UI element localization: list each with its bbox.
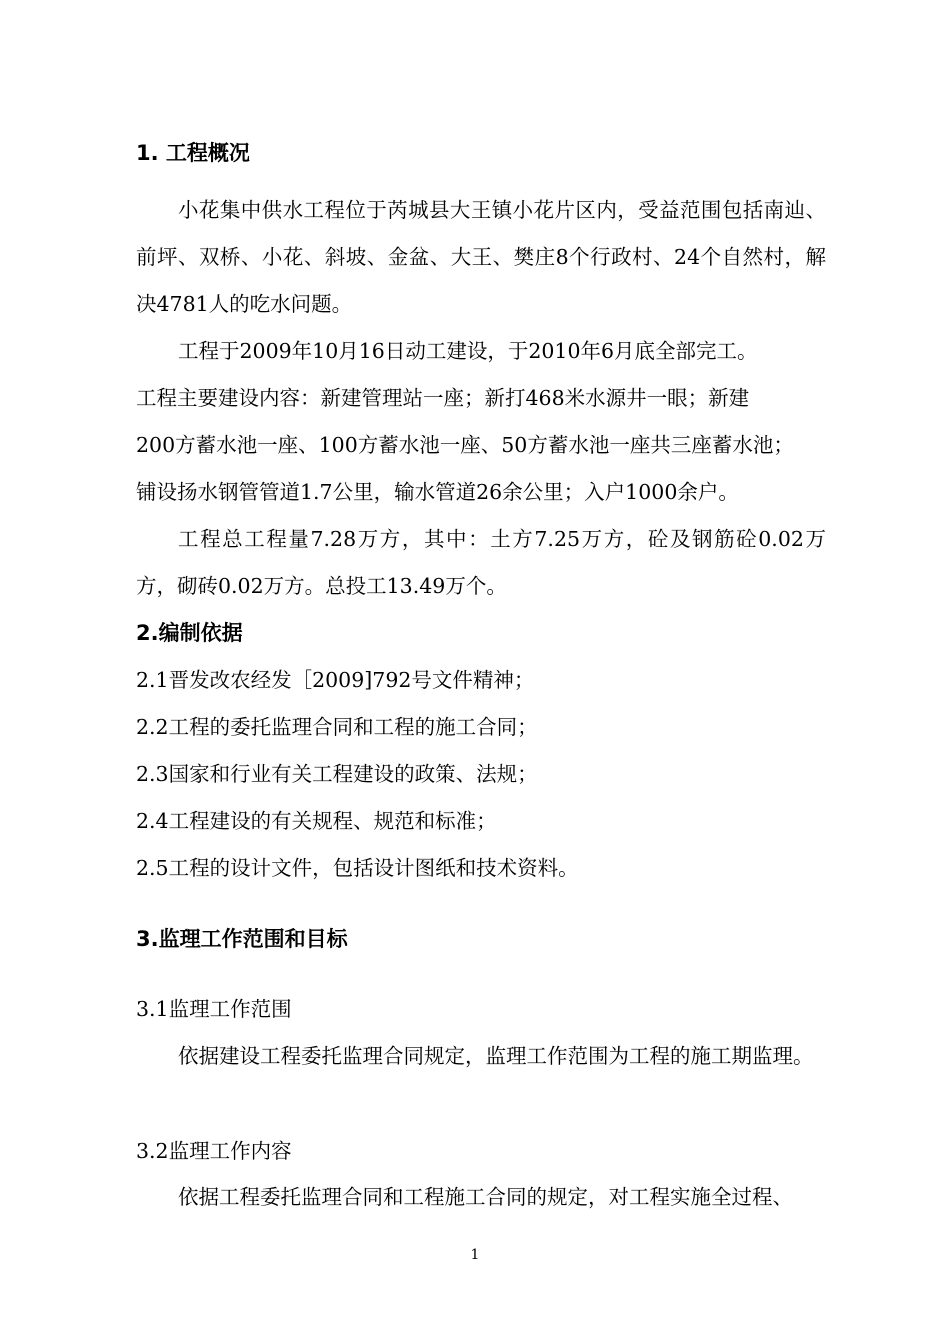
basis-item-2-5: 2.5工程的设计文件，包括设计图纸和技术资料。	[136, 856, 579, 880]
section1-paragraph-schedule: 工程于2009年10月16日动工建设，于2010年6月底全部完工。	[178, 339, 758, 363]
section1-paragraph-scope: 小花集中供水工程位于芮城县大王镇小花片区内，受益范围包括南辿、前坪、双桥、小花、斜坡、金盆、大王、樊庄8个行政村、24个自然村，解决4781人的吃水问题。	[136, 198, 826, 316]
subsection-3-1-title: 3.1监理工作范围	[136, 997, 292, 1021]
subsection-3-1-text: 依据建设工程委托监理合同规定，监理工作范围为工程的施工期监理。	[178, 1044, 814, 1068]
basis-item-2-2: 2.2工程的委托监理合同和工程的施工合同；	[136, 715, 538, 739]
section2-heading: 2.编制依据	[136, 621, 243, 645]
section1-content-line-1: 工程主要建设内容：新建管理站一座；新打468米水源井一眼；新建	[136, 386, 750, 410]
basis-item-2-3: 2.3国家和行业有关工程建设的政策、法规；	[136, 762, 538, 786]
section1-content-line-3: 铺设扬水钢管管道1.7公里，输水管道26余公里；入户1000余户。	[136, 480, 739, 504]
subsection-3-2-title: 3.2监理工作内容	[136, 1139, 292, 1163]
section1-heading: 1. 工程概况	[136, 141, 250, 165]
basis-item-2-4: 2.4工程建设的有关规程、规范和标准；	[136, 809, 497, 833]
page-number: 1	[470, 1247, 480, 1263]
subsection-3-2-text: 依据工程委托监理合同和工程施工合同的规定，对工程实施全过程、	[178, 1185, 793, 1209]
section1-content-line-2: 200方蓄水池一座、100方蓄水池一座、50方蓄水池一座共三座蓄水池；	[136, 433, 794, 457]
section3-heading: 3.监理工作范围和目标	[136, 927, 348, 951]
section1-paragraph-quantities: 工程总工程量7.28万方，其中：土方7.25万方，砼及钢筋砼0.02万方，砌砖0.02万方。总投工13.49万个。	[136, 527, 826, 598]
basis-item-2-1: 2.1晋发改农经发［2009]792号文件精神；	[136, 668, 535, 692]
